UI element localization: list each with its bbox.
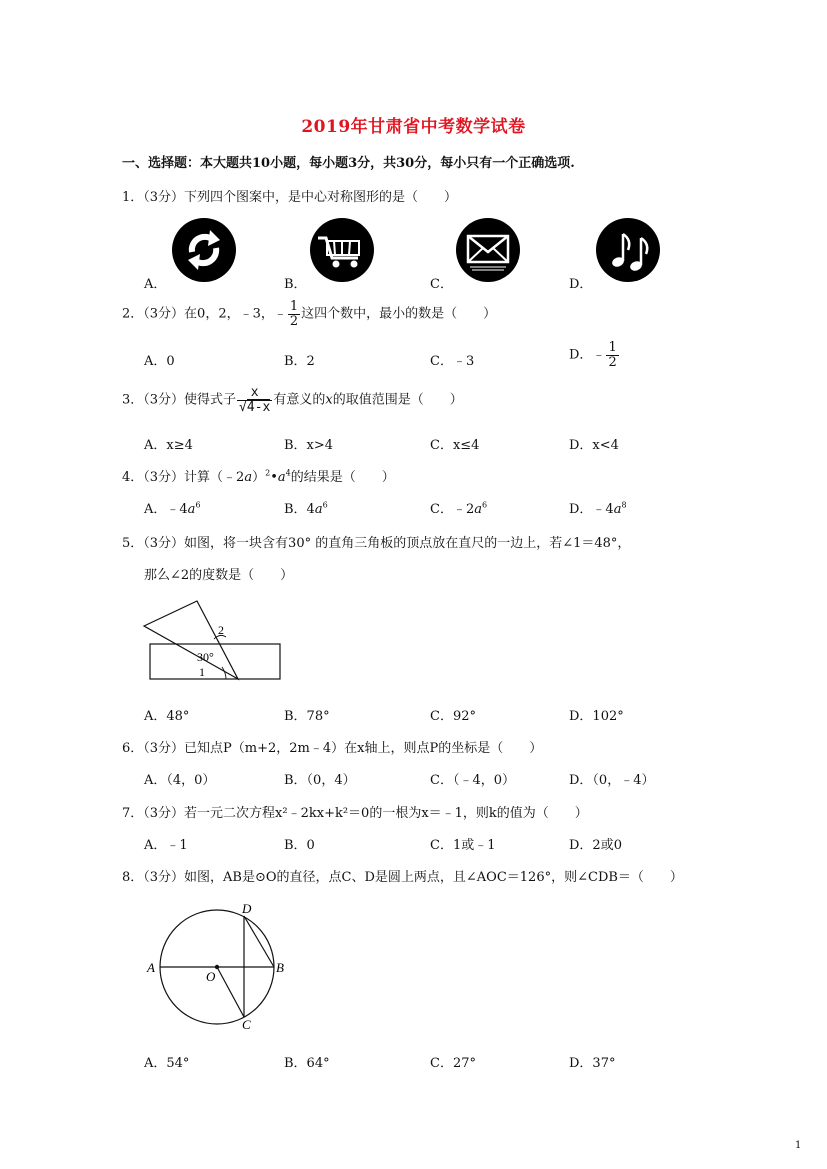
q6-option-a: A．（4，0） [144,773,216,788]
q2-option-d: D．﹣ $\frac{1}{2}$ [569,340,617,370]
envelope-icon [456,218,520,282]
q3-option-d: D．x<4 [569,438,619,453]
q7-option-d: D．2或0 [569,838,622,853]
shopping-cart-icon [310,218,374,282]
question-5-stem-line2: 那么∠2的度数是（ ） [144,568,294,583]
q6-option-b: B．（0，4） [284,773,356,788]
question-5-stem-line1: 5．（3分）如图，将一块含有30° 的直角三角板的顶点放在直尺的一边上，若∠1＝48°， [122,536,631,551]
question-7-stem: 7．（3分）若一元二次方程x²﹣2kx+k²＝0的一根为x＝﹣1，则k的值为（ ） [122,806,588,821]
question-3-stem: 3．（3分）使得式子 $\frac{x}{√4-x}$ 有意义的x的取值范围是（ ） [122,385,463,415]
q5-ruler-triangle-figure [140,595,290,687]
point-c-label: C [242,1017,251,1032]
question-4-stem: 4．（3分）计算$(﹣2a)^2•a^4$的结果是（ ） [122,468,395,485]
q5-option-a: A．48° [144,709,190,724]
point-b-label: B [276,960,284,975]
section-heading: 一、选择题：本大题共10小题，每小题3分，共30分，每小只有一个正确选项. [122,156,575,171]
q5-option-d: D．102° [569,709,624,724]
point-d-label: D [242,901,252,916]
q1-option-b: B． [284,277,307,292]
angle-1-label: 1 [199,665,205,679]
q2-option-c: C．﹣3 [430,354,475,369]
angle-2-label: 2 [218,623,224,637]
page-title: 2019年甘肃省中考数学试卷 [301,117,526,137]
q3-option-c: C．x≤4 [430,438,480,453]
angle-30-label: 30° [197,650,214,664]
q8-option-b: B．64° [284,1056,330,1071]
q8-option-c: C．27° [430,1056,476,1071]
q3-option-a: A．x≥4 [144,438,193,453]
q2-option-b: B．2 [284,354,315,369]
point-a-label: A [147,960,155,975]
question-8-stem: 8．（3分）如图，AB是⊙O的直径，点C、D是圆上两点，且∠AOC＝126°，则∠CDB＝（ ） [122,870,683,885]
q6-option-d: D．（0，﹣4） [569,773,655,788]
q1-option-a: A． [144,277,167,292]
q5-option-c: C．92° [430,709,476,724]
q8-option-a: A．54° [144,1056,190,1071]
q4-option-c: C．$﹣2a^6$ [430,500,488,517]
page-number: 1 [795,1140,802,1151]
q8-option-d: D．37° [569,1056,616,1071]
q4-option-a: A．$﹣4a^6$ [144,500,201,517]
question-6-stem: 6．（3分）已知点P（m+2，2m﹣4）在x轴上，则点P的坐标是（ ） [122,741,543,756]
q7-option-a: A．﹣1 [144,838,188,853]
q4-option-d: D．$﹣4a^8$ [569,500,627,517]
q1-option-d: D． [569,277,593,292]
q7-option-c: C．1或﹣1 [430,838,496,853]
q5-option-b: B．78° [284,709,330,724]
q7-option-b: B．0 [284,838,315,853]
question-2-stem: 2．（3分）在0，2，﹣3，﹣ $\frac{1}{2}$ 这四个数中，最小的数是（ ） [122,299,497,329]
music-notes-icon [596,218,660,282]
q2-option-a: A．0 [144,354,175,369]
q3-option-b: B．x>4 [284,438,334,453]
recycle-arrows-icon [172,218,236,282]
q8-circle-figure [140,895,300,1040]
q4-option-b: B．$4a^6$ [284,500,328,517]
question-1-stem: 1．（3分）下列四个图案中，是中心对称图形的是（ ） [122,190,458,205]
center-o-label: O [206,969,216,984]
q6-option-c: C．（﹣4，0） [430,773,515,788]
q1-option-c: C． [430,277,453,292]
